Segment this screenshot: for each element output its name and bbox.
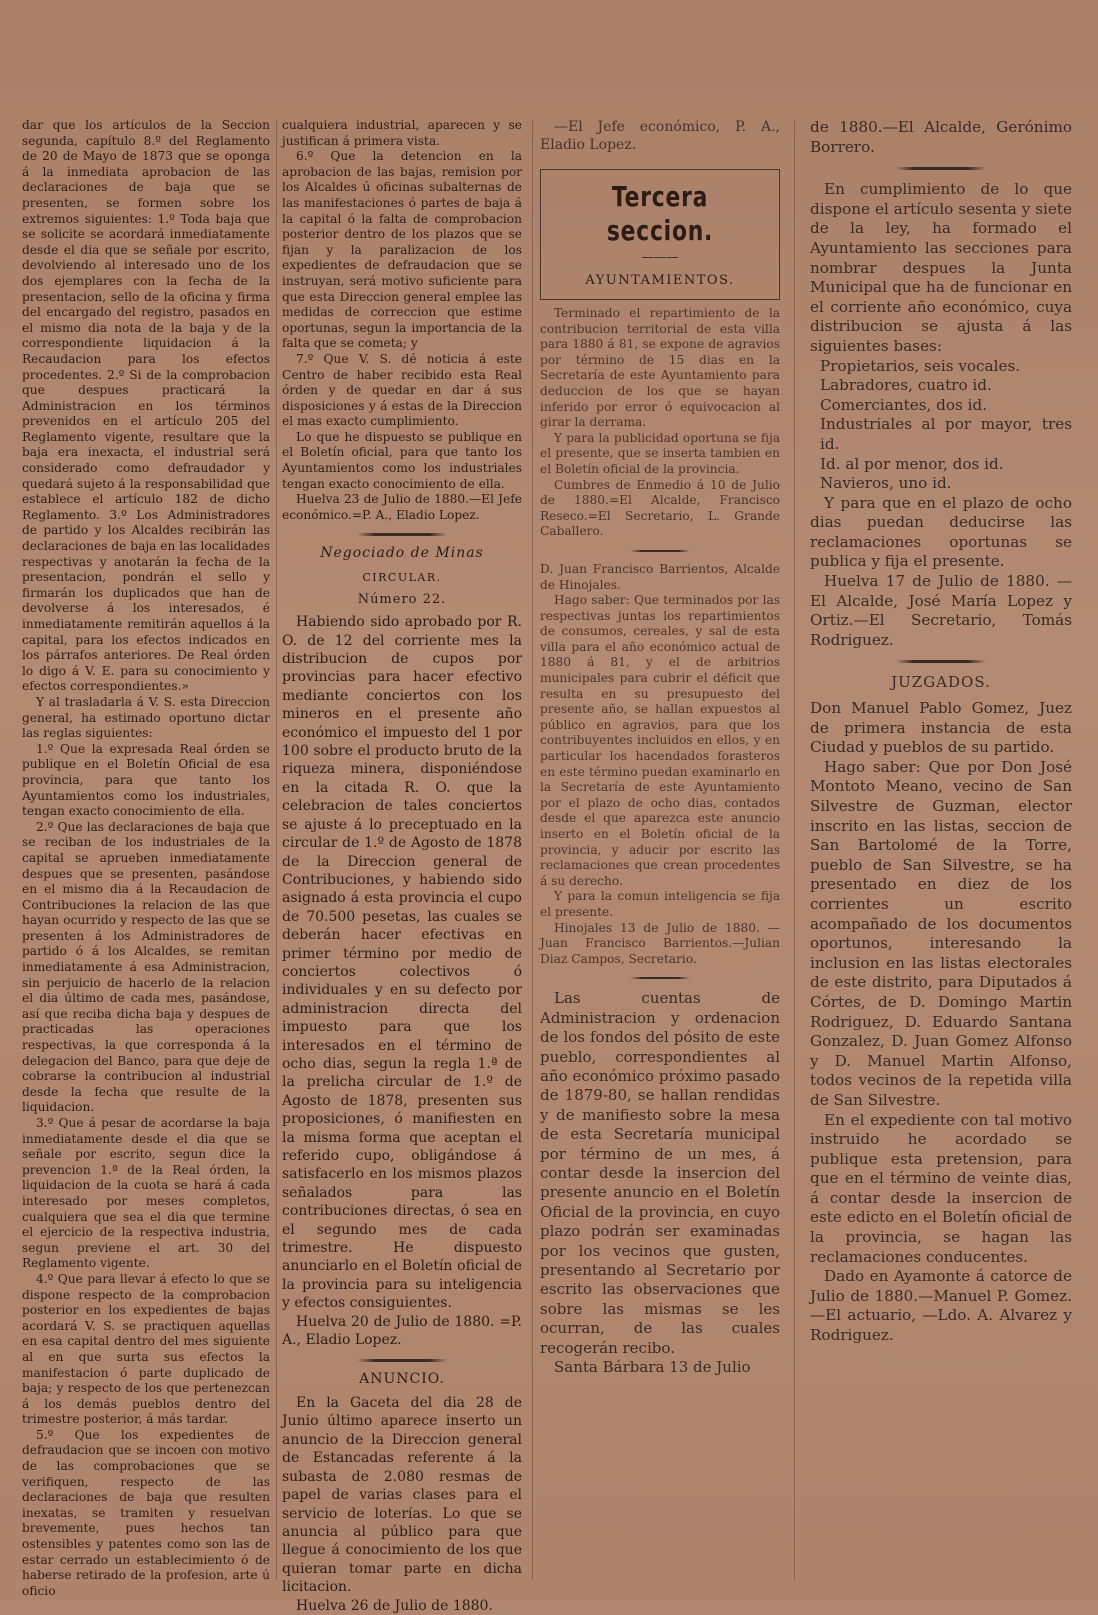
paragraph: 5.º Que los expedientes de defraudacion que se incoen con motivo de las comprobaciones que se verifiquen, respecto de las declaraciones de baja que resulten inexatas, se tramiten y resuelvan brevemente, pues hechos tan ostensibles y patentes como son las de estar cerrado un establecimiento ó de haberse retirado de la profesion, arte ú oficio	[22, 1427, 270, 1598]
paragraph: Huelva 26 de Julio de 1880.	[296, 1597, 493, 1614]
column-divider	[794, 120, 795, 1580]
list-item: Industriales al por mayor, tres id.	[820, 415, 1072, 453]
paragraph: de 1880.—El Alcalde, Gerónimo Borrero.	[810, 118, 1072, 156]
paragraph: Y para la publicidad oportuna se fija el presente, que se inserta tambien en el Boletín oficial de la provincia.	[540, 430, 780, 476]
paragraph: 6.º Que la detencion en la aprobacion de las bajas, remision por los Alcaldes ú oficinas subalternas de las manifestaciones ó partes de baja á la capital ó la falta de comprobacion posterior dentro de los plazos que se fijan y la paralizacion de los expedientes de defraudacion que se instruyan, será motivo suficiente para que esta Direccion general emplee las medidas de correccion que estime oportunas, segun la importancia de la falta que se cometa; y	[282, 149, 522, 351]
paragraph: Habiendo sido aprobado por R. O. de 12 del corriente mes la distribucion de cupos por provincias para hacer efectivo mediante conciertos con los mineros en el presente año económico el impuesto del 1 por 100 sobre el producto bruto de la riqueza minera, disponiéndose en la citada R. O. que la celebracion de tales conciertos se ajuste á lo preceptuado en la circular de 1.º de Agosto de 1878 de la Direccion general de Contribuciones, y habiendo sido asignado á esta provincia el cupo de 70.500 pesetas, las cuales se deberán hacer efectivas en primer término por medio de conciertos colectivos ó individuales y en su defecto por administracion directa del impuesto para que los interesados en el término de ocho dias, segun la regla 1.ª de la prelicha circular de 1.º de Agosto de 1878, presenten sus proposiciones, ó manifiesten en la misma forma que aceptan el referido cupo, obligándose á satisfacerlo en los mismos plazos señalados para las contribuciones directas, ó sea en el segundo mes de cada trimestre. He dispuesto anunciarlo en el Boletín oficial de la provincia para su inteligencia y efectos consiguientes.	[282, 614, 522, 1312]
list-item: Navieros, uno id.	[820, 474, 952, 493]
heading-numero: Número 22.	[357, 591, 447, 607]
bases-list	[810, 357, 1072, 494]
column-divider	[276, 120, 277, 1580]
paragraph: Hinojales 13 de Julio de 1880. —Juan Francisco Barrientos.—Julian Diaz Campos, Secretario.	[540, 920, 780, 966]
paragraph: Huelva 20 de Julio de 1880. =P. A., Eladio Lopez.	[282, 1313, 522, 1349]
paragraph: dar que los artículos de la Seccion segunda, capítulo 8.º del Reglamento de 20 de Mayo de 1873 que se oponga á la inmediata aprobacion de las declaraciones de baja que se presenten, se formen sobre los extremos siguientes: 1.º Toda baja que se solicite se acordará inmediatamente desde el dia que se señale por escrito, devolviendo al interesado uno de los dos ejemplares con la fecha de la presentacion, sello de la oficina y firma del encargado del registro, pasados en el mismo dia nota de la baja y de la correspondiente liquidacion á la Recaudacion para los efectos procedentes. 2.º Si de la comprobacion que despues practicará la Administracion en los términos prevenidos en el artículo 205 del Reglamento vigente, resultare que la baja era inexacta, el industrial será considerado como defraudador y quedará sujeto á la responsabilidad que establece el artículo 182 de dicho Reglamento. 3.º Los Administradores de partido y los Alcaldes recibirán las declaraciones de baja en las localidades respectivas y anotarán la fecha de la presentacion, pondrán el sello y firmarán los duplicados que han de devolverse á los interesados, é inmediatamente remitirán aquellos á la capital, para los efectos indicados en los párrafos anteriores. De Real órden lo digo á V. E. para su conocimiento y efectos correspondientes.»	[22, 118, 270, 694]
heading-negociado-minas: Negociado de Minas	[320, 545, 484, 562]
heading-ayuntamientos: AYUNTAMIENTOS.	[585, 273, 735, 289]
paragraph: En el expediente con tal motivo instruido he acordado se publique esta pretension, para que en el término de veinte dias, á contar desde la insercion de este edicto en el Boletín oficial de la provincia, se hagan las reclamaciones conducentes.	[810, 1110, 1072, 1266]
column-1	[22, 118, 270, 1598]
paragraph: 4.º Que para llevar á efecto lo que se dispone respecto de la comprobacion posterior en los expedientes de bajas acordará V. S. se practiquen aquellas en esa capital dentro del mes siguiente al en que surta sus efectos la manifestacion ó parte duplicado de baja; y respecto de los que pertenezcan á los demás pueblos dentro del trimestre posterior, á más tardar.	[22, 1271, 270, 1427]
paragraph: Cumbres de Enmedio á 10 de Julio de 1880.=El Alcalde, Francisco Reseco.=El Secretario, L. Grande Caballero.	[540, 477, 780, 539]
title-dash: ———	[641, 249, 679, 264]
paragraph: Hago saber: Que terminados por las respectivas juntas los repartimientos de consumos, cereales, y sal de esta villa para el año económico actual de 1880 á 81, y el de arbitrios municipales para cubrir el déficit que resulta en su presupuesto del presente año, se hallan expuestos al público en agravios, para que los contribuyentes incluidos en ellos, y en particular los hacendados forasteros en este término puedan examinarlo en la Secretaría de este Ayuntamiento por el plazo de ocho dias, contados desde el que aparezca este anuncio inserto en el Boletín oficial de la provincia, y aducir por escrito las reclamaciones que crean procedentes á su derecho.	[540, 593, 780, 888]
paragraph: —El Jefe económico, P. A., Eladio Lopez.	[540, 119, 780, 154]
column-3	[540, 118, 780, 1588]
paragraph: 2.º Que las declaraciones de baja que se reciban de los industriales de la capital se aprueben inmediatamente despues que se presenten, pasándose en el mismo dia á la Recaudacion de Contribuciones la relacion de las que hayan ocurrido y respecto de las que se presenten á los Administradores de partido ó á los Alcaldes, se remitan inmediatamente á esa Administracion, sin perjuicio de hacerlo de la relacion el dia último de cada mes, pasándose, así que reciba dicha baja y despues de practicadas las operaciones respectivas, la que corresponda á la delegacion del Banco, para que deje de cobrarse la contribucion al industrial desde la fecha que resulte de la liquidacion.	[22, 819, 270, 1115]
paragraph: 3.º Que á pesar de acordarse la baja inmediatamente desde el dia que se señale por escrito, segun dice la prevencion 1.ª de la Real órden, la liquidacion de la cuota se hará á cada interesado por meses completos, cualquiera que sea el dia que termine el ejercicio de la respectiva industria, segun previene el art. 30 del Reglamento vigente.	[22, 1116, 270, 1271]
paragraph: Y para la comun inteligencia se fija el presente.	[540, 889, 780, 919]
paragraph: Huelva 17 de Julio de 1880. —El Alcalde, José María Lopez y Ortiz.—El Secretario, Tomás Rodriguez.	[810, 572, 1072, 649]
paragraph: En cumplimiento de lo que dispone el artículo sesenta y siete de la ley, ha formado el Ayuntamiento las secciones para nombrar despues la Junta Municipal que ha de funcionar en el corriente año económico, cuya distribucion se ajusta á las siguientes bases:	[810, 180, 1072, 355]
list-item: Labradores, cuatro id.	[820, 376, 992, 395]
paragraph: 1.º Que la expresada Real órden se publique en el Boletín Oficial de esa provincia, para que tanto los Ayuntamientos como los industriales, tengan exacto conocimiento de ella.	[22, 741, 270, 819]
paragraph: Huelva 23 de Julio de 1880.—El Jefe económico.=P. A., Eladio Lopez.	[282, 492, 522, 522]
paragraph: Las cuentas de Administracion y ordenacion de los fondos del pósito de este pueblo, correspondientes al año económico próximo pasado de 1879-80, se hallan rendidas y de manifiesto sobre la mesa de esta Secretaría municipal por término de un mes, á contar desde la insercion del presente anuncio en el Boletín Oficial de la provincia, en cuyo plazo podrán ser examinadas por los vecinos que gusten, presentando al Secretario por escrito las observaciones que sobre las mismas se les ocurran, de las cuales recogerán recibo.	[540, 989, 780, 1357]
column-2	[282, 118, 522, 1614]
paragraph: Lo que he dispuesto se publique en el Boletín oficial, para que tanto los Ayuntamientos como los industriales tengan exacto conocimiento de ella.	[282, 429, 522, 491]
section-rule	[357, 533, 447, 536]
paragraph: Dado en Ayamonte á catorce de Julio de 1880.—Manuel P. Gomez.—El actuario, —Ldo. A. Alvarez y Rodriguez.	[810, 1267, 1072, 1345]
column-4	[810, 118, 1072, 1588]
paragraph: D. Juan Francisco Barrientos, Alcalde de Hinojales.	[540, 561, 780, 592]
column-divider	[532, 120, 533, 1580]
list-item: Id. al por menor, dos id.	[820, 454, 1004, 473]
section-title-box	[540, 169, 780, 300]
list-item: Propietarios, seis vocales.	[820, 356, 1021, 375]
section-title: Tercera seccion.	[606, 179, 714, 247]
paragraph: Hago saber: Que por Don José Montoto Meano, vecino de San Silvestre de Guzman, elector inscrito en las listas, seccion de San Bartolomé de la Torre, pueblo de San Silvestre, se ha presentado en diez de los corrientes un escrito acompañado de los documentos oportunos, interesando la inclusion en las listas electorales de este distrito, para Diputados á Córtes, de D. Domingo Martin Rodriguez, D. Eduardo Santana Gonzalez, D. Juan Gomez Alfonso y D. Manuel Martin Alfonso, todos vecinos de la repetida villa de San Silvestre.	[810, 757, 1072, 1109]
list-item: Comerciantes, dos id.	[820, 395, 988, 414]
section-rule	[896, 167, 986, 170]
paragraph: En la Gaceta del dia 28 de Junio último aparece inserto un anuncio de la Direccion general de Estancadas referente á la subasta de 2.080 resmas de papel de varias clases para el servicio de loterías. Lo que se anuncia al público para que llegue á conocimiento de los que quieran tomar parte en dicha licitacion.	[282, 1395, 522, 1596]
section-rule	[357, 1359, 447, 1362]
heading-anuncio: ANUNCIO.	[359, 1371, 445, 1388]
heading-juzgados: JUZGADOS.	[891, 673, 991, 692]
paragraph: 7.º Que V. S. dé noticia á este Centro de haber recibido esta Real órden y de quedar en dar á sus disposiciones y á estas de la Direccion el mas exacto cumplimiento.	[282, 351, 522, 429]
paragraph: Terminado el repartimiento de la contribucion territorial de esta villa para 1880 á 81, se expone de agravios por término de 15 dias en la Secretaría de este Ayuntamiento para deduccion de los que se hayan inferido por error ó equivocacion al girar la derrama.	[540, 306, 780, 430]
paragraph: cualquiera industrial, aparecen y se justifican á primera vista.	[282, 118, 522, 148]
heading-circular: CIRCULAR.	[362, 571, 442, 585]
section-rule	[630, 977, 690, 979]
paragraph: Don Manuel Pablo Gomez, Juez de primera instancia de esta Ciudad y pueblos de su partido.	[810, 699, 1072, 757]
paragraph: Y al trasladarla á V. S. esta Direccion general, ha estimado oportuno dictar las reglas siguientes:	[22, 694, 270, 741]
section-rule	[896, 660, 986, 663]
paragraph: Y para que en el plazo de ocho dias puedan deducirse las reclamaciones oportunas se publica y fija el presente.	[810, 493, 1072, 571]
paragraph: Santa Bárbara 13 de Julio	[554, 1358, 751, 1377]
section-rule	[630, 550, 690, 552]
